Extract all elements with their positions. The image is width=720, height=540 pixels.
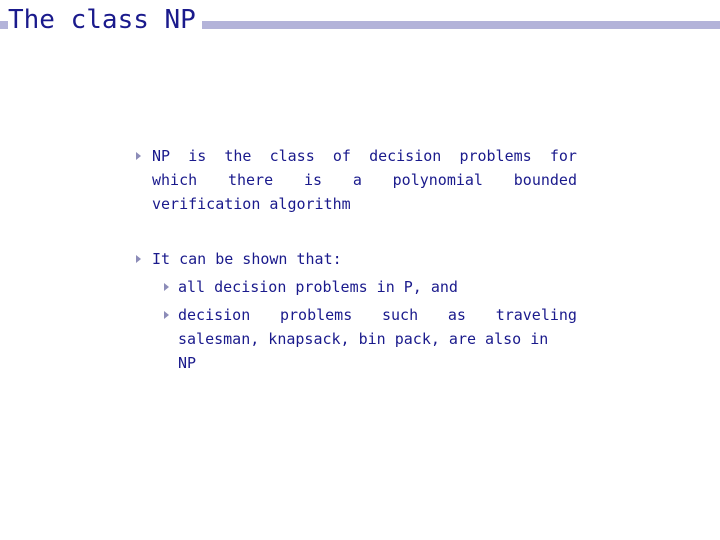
word: is bbox=[303, 171, 322, 189]
word: polynomial bbox=[392, 171, 483, 189]
bullet-1-line-3 bbox=[152, 195, 351, 213]
bullet-1-line-1 bbox=[152, 147, 577, 165]
bullet-marker-icon bbox=[136, 255, 141, 263]
line-text: verification algorithm bbox=[152, 195, 351, 213]
word: problems bbox=[280, 306, 353, 324]
word: such bbox=[382, 306, 419, 324]
sub-bullet-2-line-1 bbox=[178, 306, 577, 324]
word: is bbox=[188, 147, 207, 165]
word: bounded bbox=[513, 171, 577, 189]
word: there bbox=[227, 171, 274, 189]
sub-bullet-2-line-2 bbox=[178, 330, 548, 348]
line-text: salesman, knapsack, bin pack, are also in bbox=[178, 330, 549, 348]
line-text: NP bbox=[178, 354, 197, 372]
bullet-2-line-1 bbox=[152, 250, 342, 268]
sub-bullet-1-line-1 bbox=[178, 278, 458, 296]
bullet-1-line-2 bbox=[152, 171, 577, 189]
word: a bbox=[352, 171, 362, 189]
line-text: all decision problems in P, and bbox=[178, 278, 458, 296]
word: decision bbox=[369, 147, 442, 165]
sub-bullet-2-line-3 bbox=[178, 354, 196, 372]
word: as bbox=[447, 306, 466, 324]
line-text: It can be shown that: bbox=[152, 250, 342, 268]
word: which bbox=[152, 171, 198, 189]
word: decision bbox=[178, 306, 251, 324]
word: traveling bbox=[495, 306, 577, 324]
word: problems bbox=[459, 147, 532, 165]
slide-title: The class NP bbox=[8, 2, 202, 38]
bullet-marker-icon bbox=[136, 152, 141, 160]
word: NP bbox=[152, 147, 171, 165]
word: class bbox=[269, 147, 315, 165]
word: for bbox=[549, 147, 577, 165]
word: of bbox=[332, 147, 351, 165]
sub-bullet-marker-icon bbox=[164, 283, 169, 291]
sub-bullet-marker-icon bbox=[164, 311, 169, 319]
word: the bbox=[224, 147, 252, 165]
